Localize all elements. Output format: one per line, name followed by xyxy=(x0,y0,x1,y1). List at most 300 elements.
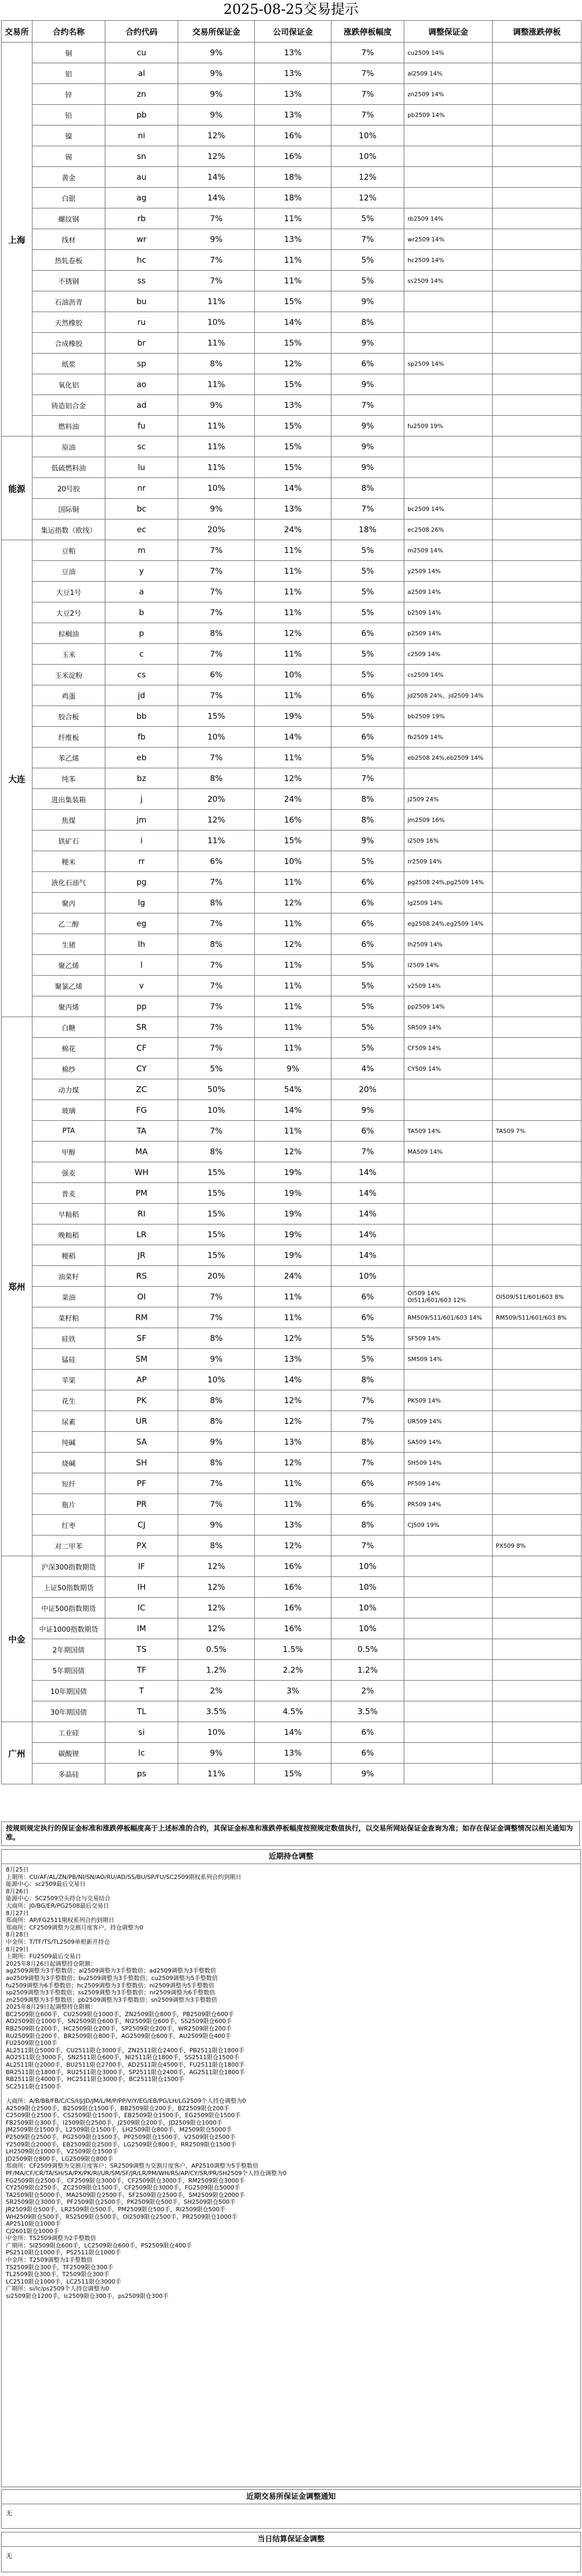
table-row xyxy=(2,893,581,913)
contract-name: 锡 xyxy=(32,146,105,167)
limit-range: 5% xyxy=(331,851,404,872)
margin-notice-title: 近期交易所保证金调整通知 xyxy=(2,2490,580,2504)
adjusted-margin: PF509 14% xyxy=(404,1473,493,1494)
company-margin: 12% xyxy=(255,1390,331,1411)
company-margin: 15% xyxy=(255,333,331,354)
limit-range: 6% xyxy=(331,893,404,913)
adjusted-margin: m2509 14% xyxy=(404,540,493,561)
limit-range: 10% xyxy=(331,1556,404,1577)
limit-range: 10% xyxy=(331,146,404,167)
limit-range: 18% xyxy=(331,519,404,540)
adjusted-margin: pg2508 24%,pg2509 14% xyxy=(404,872,493,893)
company-margin: 11% xyxy=(255,540,331,561)
limit-range: 6% xyxy=(331,354,404,374)
adjusted-limit xyxy=(493,354,581,374)
adjusted-limit xyxy=(493,167,581,188)
contract-code: ag xyxy=(105,188,178,208)
table-row xyxy=(2,167,581,188)
adjusted-margin: wr2509 14% xyxy=(404,229,493,250)
adjusted-margin: lg2509 14% xyxy=(404,893,493,913)
adjusted-limit xyxy=(493,1204,581,1224)
contract-name: 聚丙 xyxy=(32,893,105,913)
contract-code: RS xyxy=(105,1266,178,1287)
limit-range: 6% xyxy=(331,1307,404,1328)
table-row xyxy=(2,1100,581,1121)
adjusted-limit xyxy=(493,1743,581,1764)
adjusted-limit xyxy=(493,955,581,976)
contract-name: 晚籼稻 xyxy=(32,1224,105,1245)
adjusted-margin: j2509 24% xyxy=(404,789,493,810)
exchange-margin: 5% xyxy=(178,1059,255,1079)
table-row xyxy=(2,125,581,146)
contract-code: rr xyxy=(105,851,178,872)
today-adjust-body: 无 xyxy=(6,2552,13,2560)
adjusted-limit xyxy=(493,893,581,913)
company-margin: 11% xyxy=(255,996,331,1017)
adjusted-limit xyxy=(493,208,581,229)
contract-name: 燃料油 xyxy=(32,416,105,437)
limit-range: 5% xyxy=(331,1349,404,1370)
adjusted-margin: CF509 14% xyxy=(404,1038,493,1059)
limit-range: 20% xyxy=(331,1079,404,1100)
limit-range: 6% xyxy=(331,913,404,934)
contract-name: 甲醇 xyxy=(32,1142,105,1162)
contract-name: 苹果 xyxy=(32,1370,105,1390)
company-margin: 11% xyxy=(255,1121,331,1142)
exchange-margin: 7% xyxy=(178,602,255,623)
exchange-margin: 8% xyxy=(178,354,255,374)
table-row xyxy=(2,1370,581,1390)
table-row xyxy=(2,623,581,644)
contract-name: 大豆1号 xyxy=(32,582,105,602)
table-row xyxy=(2,1411,581,1432)
table-row xyxy=(2,913,581,934)
column-header: 调整保证金 xyxy=(404,21,493,43)
contract-name: 低硫燃料油 xyxy=(32,457,105,478)
contract-code: OI xyxy=(105,1287,178,1307)
contract-name: 早籼稻 xyxy=(32,1204,105,1224)
contract-name: 进出集装箱 xyxy=(32,789,105,810)
company-margin: 10% xyxy=(255,665,331,685)
company-margin: 4.5% xyxy=(255,1701,331,1722)
company-margin: 11% xyxy=(255,208,331,229)
limit-range: 8% xyxy=(331,1432,404,1453)
company-margin: 12% xyxy=(255,768,331,789)
adjusted-margin: rb2509 14% xyxy=(404,208,493,229)
exchange-margin: 7% xyxy=(178,1473,255,1494)
limit-range: 7% xyxy=(331,395,404,416)
adjusted-limit xyxy=(493,1142,581,1162)
contract-name: 对二甲苯 xyxy=(32,1535,105,1556)
exchange-margin: 7% xyxy=(178,872,255,893)
exchange-margin: 9% xyxy=(178,1349,255,1370)
contract-name: 热轧卷板 xyxy=(32,250,105,271)
table-row xyxy=(2,644,581,665)
adjusted-limit xyxy=(493,1390,581,1411)
company-margin: 18% xyxy=(255,188,331,208)
contract-code: ss xyxy=(105,271,178,291)
adjusted-limit xyxy=(493,1681,581,1701)
adjusted-margin: RM509/511/601/603 14% xyxy=(404,1307,493,1328)
contract-name: 氧化铝 xyxy=(32,374,105,395)
adjusted-margin xyxy=(404,478,493,499)
adjusted-limit xyxy=(493,665,581,685)
contract-code: pb xyxy=(105,105,178,125)
contract-code: p xyxy=(105,623,178,644)
exchange-margin: 7% xyxy=(178,540,255,561)
adjusted-limit xyxy=(493,457,581,478)
contract-code: j xyxy=(105,789,178,810)
limit-range: 7% xyxy=(331,1535,404,1556)
adjusted-limit xyxy=(493,748,581,768)
limit-range: 8% xyxy=(331,1515,404,1535)
company-margin: 18% xyxy=(255,167,331,188)
exchange-margin: 7% xyxy=(178,250,255,271)
contract-code: sn xyxy=(105,146,178,167)
contract-name: 菜籽粕 xyxy=(32,1307,105,1328)
table-row xyxy=(2,706,581,727)
limit-range: 6% xyxy=(331,1494,404,1515)
adjusted-limit xyxy=(493,727,581,748)
exchange-margin: 15% xyxy=(178,1245,255,1266)
contract-code: bb xyxy=(105,706,178,727)
contract-code: ni xyxy=(105,125,178,146)
limit-range: 14% xyxy=(331,1204,404,1224)
adjusted-margin: cs2509 14% xyxy=(404,665,493,685)
exchange-margin: 9% xyxy=(178,1515,255,1535)
contract-name: 焦煤 xyxy=(32,810,105,830)
contract-code: SR xyxy=(105,1017,178,1038)
adjusted-limit xyxy=(493,250,581,271)
exchange-margin: 7% xyxy=(178,955,255,976)
adjusted-margin: i2509 16% xyxy=(404,830,493,851)
exchange-margin: 7% xyxy=(178,1121,255,1142)
company-margin: 14% xyxy=(255,312,331,333)
table-row xyxy=(2,872,581,893)
exchange-margin: 2% xyxy=(178,1681,255,1701)
exchange-margin: 15% xyxy=(178,1183,255,1204)
adjusted-limit xyxy=(493,1453,581,1473)
adjusted-limit xyxy=(493,1660,581,1681)
limit-range: 1.2% xyxy=(331,1660,404,1681)
exchange-margin: 7% xyxy=(178,1494,255,1515)
contract-code: SH xyxy=(105,1453,178,1473)
company-margin: 24% xyxy=(255,519,331,540)
table-row xyxy=(2,457,581,478)
company-margin: 24% xyxy=(255,1266,331,1287)
contract-name: 中证500指数期货 xyxy=(32,1598,105,1618)
contract-name: 沪深300指数期货 xyxy=(32,1556,105,1577)
adjusted-margin xyxy=(404,1204,493,1224)
company-margin: 1.5% xyxy=(255,1639,331,1660)
exchange-margin: 8% xyxy=(178,1411,255,1432)
company-margin: 11% xyxy=(255,561,331,582)
adjusted-limit xyxy=(493,374,581,395)
company-margin: 11% xyxy=(255,250,331,271)
company-margin: 16% xyxy=(255,810,331,830)
table-row xyxy=(2,312,581,333)
adjusted-limit xyxy=(493,43,581,63)
contract-name: 螺纹钢 xyxy=(32,208,105,229)
adjusted-margin xyxy=(404,333,493,354)
contract-code: wr xyxy=(105,229,178,250)
contract-name: 20号胶 xyxy=(32,478,105,499)
contract-name: 上证50指数期货 xyxy=(32,1577,105,1598)
exchange-margin: 7% xyxy=(178,1038,255,1059)
table-row xyxy=(2,1183,581,1204)
adjusted-margin: ss2509 14% xyxy=(404,271,493,291)
limit-range: 6% xyxy=(331,872,404,893)
table-row xyxy=(2,1743,581,1764)
adjusted-margin xyxy=(404,1722,493,1743)
contract-code: PF xyxy=(105,1473,178,1494)
contract-code: eg xyxy=(105,913,178,934)
adjusted-limit xyxy=(493,996,581,1017)
adjusted-margin: p2509 14% xyxy=(404,623,493,644)
adjusted-margin: sp2509 14% xyxy=(404,354,493,374)
exchange-margin: 6% xyxy=(178,851,255,872)
adjusted-limit xyxy=(493,1639,581,1660)
table-row xyxy=(2,1017,581,1038)
adjusted-limit xyxy=(493,1556,581,1577)
adjusted-margin xyxy=(404,768,493,789)
contract-name: 多晶硅 xyxy=(32,1764,105,1784)
exchange-margin: 7% xyxy=(178,976,255,996)
contract-name: 铸造铝合金 xyxy=(32,395,105,416)
company-margin: 15% xyxy=(255,830,331,851)
contract-code: eb xyxy=(105,748,178,768)
rule-note: 按规则规定执行的保证金标准和涨跌停板幅度高于上述标准的合约，其保证金标准和涨跌停板幅度按照规定数值执行，以交易所网站保证金查询为准；如存在保证金调整情况以相关通知为准。 xyxy=(1,1822,580,1846)
limit-range: 7% xyxy=(331,1411,404,1432)
exchange-margin: 9% xyxy=(178,43,255,63)
adjusted-margin: cu2509 14% xyxy=(404,43,493,63)
company-margin: 13% xyxy=(255,395,331,416)
table-row xyxy=(2,1681,581,1701)
company-margin: 13% xyxy=(255,229,331,250)
contract-code: jd xyxy=(105,685,178,706)
company-margin: 16% xyxy=(255,1618,331,1639)
adjusted-limit xyxy=(493,768,581,789)
adjusted-margin xyxy=(404,1660,493,1681)
adjusted-limit xyxy=(493,602,581,623)
company-margin: 13% xyxy=(255,63,331,84)
company-margin: 11% xyxy=(255,1473,331,1494)
table-row xyxy=(2,1577,581,1598)
limit-range: 7% xyxy=(331,1453,404,1473)
company-margin: 13% xyxy=(255,1432,331,1453)
contract-code: fb xyxy=(105,727,178,748)
contract-code: jm xyxy=(105,810,178,830)
contract-name: 聚丙烯 xyxy=(32,996,105,1017)
adjusted-limit xyxy=(493,291,581,312)
adjusted-margin: b2509 14% xyxy=(404,602,493,623)
adjusted-margin xyxy=(404,1183,493,1204)
contract-code: TL xyxy=(105,1701,178,1722)
company-margin: 11% xyxy=(255,955,331,976)
contract-code: y xyxy=(105,561,178,582)
company-margin: 11% xyxy=(255,1017,331,1038)
contract-name: 锌 xyxy=(32,84,105,105)
company-margin: 12% xyxy=(255,1142,331,1162)
recent-adjust-text: 8月25日 上期所：CU/AF/AL/ZN/PB/NI/SN/AO/RU/AD/SS/BU/SP/FU/SC2509期权系列合约到期日 能源中心：sc2509最后交易日 8月26日 能源中心：SC2509空头持仓与交易结合 大商所：J0/BG/ER/PG2508最后交易日 8月27日 郑商所：AP/FG2511期权系列合约到期日 郑商所：CF2509调整为交割月度客户，持仓调整为0 8月28日 中金所：T/TF/TS/TL2509单根新开持仓 8月29日 上期所：FU2509最后交易日 2025年8月26日起调整持仓限额： ag2509调整为3手整数倍；al2509调整为3手整数倍；ad2509调整为3手整数倍 ao2509调整为3手整数倍；bu2509调整为3手整数倍；cu2509调整为5手整数倍 fu2509调整为6手整数倍；hc2509调整为3手整数倍；ni2509调整为5手整数倍 sp2509调整为3手整数倍；ss2509调整为3手整数倍；nr2509调整为6手整数倍 zn2509调整为3手整数倍；pb2509调整为3手整数倍；sn2509调整为3手整数倍 2025年8月29日起调整持仓限额： BC2509限仓600手，CU2509限仓1000手，ZN2509限仓800手，PB2509限仓600手 AO2509限仓1000手，SN2509限仓600手，NI2509限仓600手，SS2509限仓600手 RB2509限仓200手，HC2509限仓200手，SP2509限仓200手，WR2509限仓200手 RU2509限仓200手，BR2509限仓800手，AG2509限仓600手，AU2509限仓400手 FU2509限仓100手 AL2511限仓5000手，CU2511限仓3000手，ZN2511限仓2400手，PB2511限仓1800手 AO2511限仓3000手，SN2511限仓600手，NI2511限仓1800手，SS2511限仓1500手 AL2511限仓2000手，BU2511限仓2700手，AD2511限仓4500手，FU2511限仓1800手 BR2511限仓1800手，RU2511限仓3000手，SP2511限仓2400手，AG2511限仓1800手 RB2511限仓4000手，HC2511限仓3000手，BC2511限仓1500手 SC2511限仓1500手 大商所：A/B/BB/FB/C/CS/I/J/JD/JM/L/M/P/PP/V/Y/EG/EB/PG/LH/LG2509个人持仓调整为0 A2509限仓2500手，B2509限仓1500手，BB2509限仓200手，BZ2509限仓200手 C2509限仓2500手，CS2509限仓1500手，EB2509限仓1500手，EG2509限仓1500手 FB2509限仓300手，I2509限仓2500手，J2509限仓200手，JD2509限仓1000手 JM2509限仓1500手，L2509限仓1500手，LH2509限仓800手，M2509限仓5000手 P2509限仓2500手，PG2509限仓1500手，PP2509限仓1500手，V2509限仓2500手 Y2509限仓2000手，EB2509限仓2500手，LG2509限仓800手，RR2509限仓1500手 LH2509限仓1000手，V2509限仓1500手 JD2509限仓800手，LG2509限仓800手 郑商所：CF2509调整为交割月度客户；SR2509调整为交割月度客户，AP2510调整为5手整数倍 PF/MA/CF/CR/TA/SH/SA/PX/PK/RI/UR/SM/SF/JR/LR/PM/WH/RS/AP/CY/SR/PR/SH2509个人持仓调整为0 FG2509限仓2500手，CF2509限仓3000手，CF2509限仓3000手，RM2509限仓3000手 CY2509限仓250手，ZC2509限仓1500手，CF2509限仓3000手，FG2509限仓5000手 TA2509限仓5000手，MA2509限仓2500手，SF2509限仓2500手，SM2509限仓2000手 SR2509限仓3000手，PF2509限仓2500手，PK2509限仓500手，SH2509限仓500手 JR2509限仓500手，LR2509限仓500手，PM2509限仓500手，RI2509限仓500手 WH2509限仓500手，RS2509限仓500手，OI2509限仓2500手，PR2509限仓1000手 AP2510限仓1000手 CJ2601限仓1000手 中金所：TS2509调整为2手整数倍 广期所：SI2509限仓600手，LC2509限仓600手，PS2509限仓400手 PS2510限仓1000手，PS2511限仓1000手 中金所：T2509调整为1手整数倍 TS2509限仓300手，TF2509限仓300手 TL2509限仓300手，T2509限仓300手 LC2510限仓1000手，LC2511限仓3000手 广期所：si/lc/ps2509个人持仓调整为0 si2509限仓1200手，lc2509限仓300手，ps2509限仓300手 xyxy=(6,1866,287,2300)
contract-code: cs xyxy=(105,665,178,685)
exchange-margin: 11% xyxy=(178,1764,255,1784)
adjusted-margin: SA509 14% xyxy=(404,1432,493,1453)
company-margin: 19% xyxy=(255,1204,331,1224)
adjusted-margin xyxy=(404,1079,493,1100)
contract-name: 工业硅 xyxy=(32,1722,105,1743)
adjusted-margin xyxy=(404,1681,493,1701)
table-row xyxy=(2,582,581,602)
limit-range: 14% xyxy=(331,1245,404,1266)
contract-code: FG xyxy=(105,1100,178,1121)
adjusted-limit xyxy=(493,1432,581,1453)
contract-name: 中证1000指数期货 xyxy=(32,1618,105,1639)
table-row xyxy=(2,561,581,582)
adjusted-limit xyxy=(493,1100,581,1121)
table-row xyxy=(2,540,581,561)
contract-name: 棉花 xyxy=(32,1038,105,1059)
exchange-margin: 7% xyxy=(178,208,255,229)
adjusted-margin xyxy=(404,1370,493,1390)
adjusted-limit xyxy=(493,478,581,499)
contract-code: T xyxy=(105,1681,178,1701)
contract-code: PX xyxy=(105,1535,178,1556)
exchange-margin: 7% xyxy=(178,1017,255,1038)
contract-code: SM xyxy=(105,1349,178,1370)
adjusted-margin xyxy=(404,125,493,146)
contract-code: lc xyxy=(105,1743,178,1764)
contract-name: 10年期国债 xyxy=(32,1681,105,1701)
adjusted-limit xyxy=(493,1245,581,1266)
exchange-cell: 上海 xyxy=(2,43,32,437)
table-row xyxy=(2,208,581,229)
adjusted-limit: RM509/511/601/603 8% xyxy=(493,1307,581,1328)
adjusted-margin: zn2509 14% xyxy=(404,84,493,105)
exchange-margin: 20% xyxy=(178,519,255,540)
adjusted-limit xyxy=(493,125,581,146)
contract-name: 白银 xyxy=(32,188,105,208)
contract-name: 黄金 xyxy=(32,167,105,188)
company-margin: 12% xyxy=(255,1453,331,1473)
table-header-row xyxy=(2,21,581,43)
contract-name: 生猪 xyxy=(32,934,105,955)
contract-name: 红枣 xyxy=(32,1515,105,1535)
adjusted-margin: pp2509 14% xyxy=(404,996,493,1017)
limit-range: 8% xyxy=(331,312,404,333)
exchange-margin: 9% xyxy=(178,229,255,250)
table-row xyxy=(2,1618,581,1639)
adjusted-margin: CJ509 19% xyxy=(404,1515,493,1535)
adjusted-margin xyxy=(404,1577,493,1598)
company-margin: 13% xyxy=(255,1743,331,1764)
margin-notice-body: 无 xyxy=(6,2510,13,2517)
adjusted-margin: rr2509 14% xyxy=(404,851,493,872)
limit-range: 6% xyxy=(331,1121,404,1142)
adjusted-limit xyxy=(493,499,581,519)
adjusted-margin xyxy=(404,395,493,416)
company-margin: 13% xyxy=(255,1349,331,1370)
exchange-cell: 中金 xyxy=(2,1556,32,1722)
adjusted-margin: al2509 14% xyxy=(404,63,493,84)
contract-code: cu xyxy=(105,43,178,63)
contract-code: ru xyxy=(105,312,178,333)
adjusted-limit xyxy=(493,1515,581,1535)
contract-name: 天然橡胶 xyxy=(32,312,105,333)
table-row xyxy=(2,395,581,416)
adjusted-margin xyxy=(404,1245,493,1266)
limit-range: 6% xyxy=(331,934,404,955)
exchange-margin: 7% xyxy=(178,685,255,706)
contract-name: 花生 xyxy=(32,1390,105,1411)
table-row xyxy=(2,437,581,457)
limit-range: 12% xyxy=(331,188,404,208)
limit-range: 5% xyxy=(331,1017,404,1038)
limit-range: 5% xyxy=(331,540,404,561)
table-row xyxy=(2,1349,581,1370)
table-row xyxy=(2,1328,581,1349)
table-row xyxy=(2,478,581,499)
company-margin: 12% xyxy=(255,934,331,955)
company-margin: 15% xyxy=(255,457,331,478)
page-title: 2025-08-25交易提示 xyxy=(223,2,359,18)
exchange-margin: 8% xyxy=(178,893,255,913)
adjusted-margin: fu2509 19% xyxy=(404,416,493,437)
adjusted-limit xyxy=(493,1494,581,1515)
contract-name: 玻璃 xyxy=(32,1100,105,1121)
table-row xyxy=(2,1722,581,1743)
contract-code: sp xyxy=(105,354,178,374)
company-margin: 16% xyxy=(255,125,331,146)
adjusted-limit xyxy=(493,188,581,208)
contract-name: 玉米淀粉 xyxy=(32,665,105,685)
table-row xyxy=(2,43,581,63)
column-header: 合约代码 xyxy=(105,21,178,43)
contract-code: b xyxy=(105,602,178,623)
contract-code: fu xyxy=(105,416,178,437)
contract-name: 线材 xyxy=(32,229,105,250)
exchange-cell: 郑州 xyxy=(2,1017,32,1556)
contract-code: bc xyxy=(105,499,178,519)
company-margin: 11% xyxy=(255,644,331,665)
adjusted-limit xyxy=(493,1349,581,1370)
adjusted-margin: SR509 14% xyxy=(404,1017,493,1038)
table-row xyxy=(2,768,581,789)
table-row xyxy=(2,934,581,955)
adjusted-limit xyxy=(493,1722,581,1743)
company-margin: 11% xyxy=(255,1038,331,1059)
exchange-margin: 3.5% xyxy=(178,1701,255,1722)
contract-code: TS xyxy=(105,1639,178,1660)
limit-range: 2% xyxy=(331,1681,404,1701)
contract-code: v xyxy=(105,976,178,996)
contract-name: 液化石油气 xyxy=(32,872,105,893)
company-margin: 13% xyxy=(255,499,331,519)
contract-name: 油菜籽 xyxy=(32,1266,105,1287)
limit-range: 8% xyxy=(331,789,404,810)
limit-range: 5% xyxy=(331,1328,404,1349)
contract-name: 碳酸锂 xyxy=(32,1743,105,1764)
limit-range: 10% xyxy=(331,1577,404,1598)
column-header: 交易所保证金 xyxy=(178,21,255,43)
company-margin: 11% xyxy=(255,976,331,996)
table-row xyxy=(2,665,581,685)
company-margin: 9% xyxy=(255,1059,331,1079)
limit-range: 9% xyxy=(331,1764,404,1784)
adjusted-limit: OI509/511/601/603 8% xyxy=(493,1287,581,1307)
table-row xyxy=(2,1224,581,1245)
contract-code: IF xyxy=(105,1556,178,1577)
